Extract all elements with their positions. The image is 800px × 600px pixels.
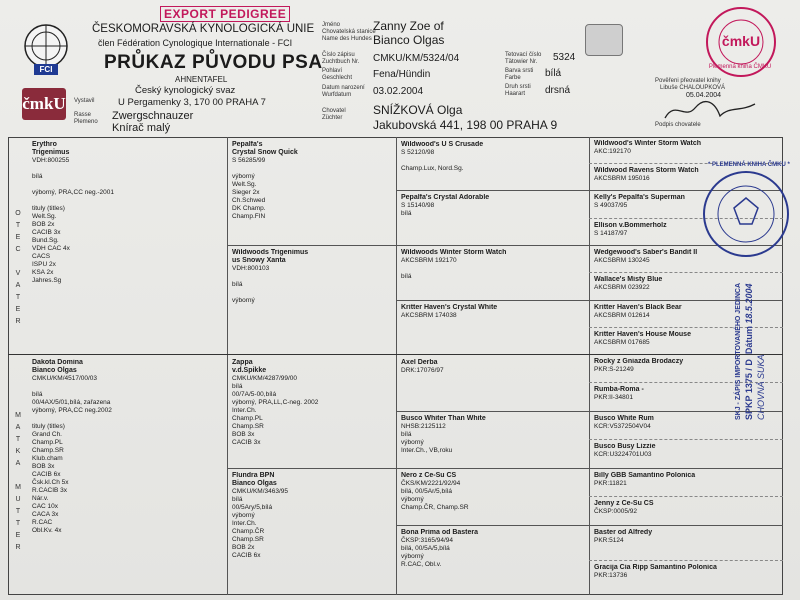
side-letter: R <box>15 318 21 325</box>
svg-text:čmkU: čmkU <box>721 33 761 49</box>
document-subtitle: AHNENTAFEL <box>175 75 228 84</box>
gen3-line: AKCSBRM 174038 <box>401 312 457 319</box>
dog-name-line2: Bianco Olgas <box>373 33 445 47</box>
gen4-cell <box>594 140 744 156</box>
gen4-reg: AKC:192170 <box>594 148 631 155</box>
import-stamp-date-label: Dátum <box>744 326 754 355</box>
label-vystavil: Vystavil <box>74 98 95 104</box>
gen2-line: bílá <box>232 281 243 288</box>
gen3-cell-1 <box>401 141 585 173</box>
gen4-name: Billy GBB Samantino Polonica <box>594 472 696 479</box>
label-poverena: Pověřeni přeovatel knihy <box>655 78 721 84</box>
gen2-line: výborný, PRA,LL,C-neg. 2002 <box>232 399 319 406</box>
dam-line: Champ.PL <box>32 439 63 446</box>
gen2-line: bílá <box>232 383 243 390</box>
gen4-name: Busco Busy Lizzie <box>594 443 656 450</box>
label-srst: Druh srsti Haarart <box>505 84 531 97</box>
dam-line: Čsk.kl.Ch 5x <box>32 479 69 486</box>
issuer-address: U Pergamenky 3, 170 00 PRAHA 7 <box>118 97 266 108</box>
dam-line: CAC 10x <box>32 503 59 510</box>
gen4-name: Kelly's Pepalfa's Superman <box>594 194 685 201</box>
sire-line: Welt.Sg. <box>32 213 57 220</box>
sire-line: CACS <box>32 253 51 260</box>
gen2-name: Pepalfa's <box>232 141 263 148</box>
gen3-cell-7 <box>401 472 585 512</box>
breeder-address: Jakubovská 441, 198 00 PRAHA 9 <box>373 118 558 132</box>
export-pedigree-stamp: EXPORT PEDIGREE <box>160 6 290 22</box>
gen2-line: Champ.FIN <box>232 213 266 220</box>
keeper-name: Libuše CHALOUPKOVÁ <box>660 85 726 91</box>
dam-line: CACIB 6x <box>32 471 61 478</box>
import-stamp-ref: SPKP 1375 / D <box>744 359 754 420</box>
gen2-line: Inter.Ch. <box>232 520 257 527</box>
round-stamp-right-text: * PLEMENNÁ KNIHA ČMKU * <box>708 162 790 168</box>
dam-line: Klub.cham <box>32 455 63 462</box>
dam-line: Champ.SR <box>32 447 64 454</box>
side-letter: T <box>15 222 21 229</box>
document-title: PRŮKAZ PŮVODU PSA <box>104 52 323 73</box>
gen3-cell-8 <box>401 529 585 569</box>
gen3-line: bílá, 00/5Ar/5,bílá <box>401 488 452 495</box>
gen3-cell-3 <box>401 249 585 281</box>
label-jmeno: Jméno Chovatelská stanice Name des Hundes <box>322 22 376 42</box>
gen3-line: S 52120/98 <box>401 149 435 156</box>
sire-dam-cell <box>232 249 392 305</box>
coat-color: bílá <box>545 68 562 79</box>
dam-line: Obl.Kv. 4x <box>32 527 62 534</box>
sire-line: VDH CAC 4x <box>32 245 70 252</box>
gen2-line: DK Champ. <box>232 205 266 212</box>
side-letter: R <box>15 544 21 551</box>
gen4-cell <box>594 358 744 374</box>
gen4-reg: PKR:II-34801 <box>594 394 634 401</box>
gen4-reg: KCR:U3224701U03 <box>594 451 652 458</box>
tattoo-number: 5324 <box>553 52 576 63</box>
dam-line <box>32 383 222 391</box>
side-letter: K <box>15 448 21 455</box>
dam-side-label <box>14 410 22 554</box>
gen2-line: Welt.Sg. <box>232 181 257 188</box>
gen3-line: Champ.Lux, Nord.Sg. <box>401 165 464 172</box>
gen4-name: Wildwood's Winter Storm Watch <box>594 140 702 147</box>
club-member-text: člen Fédération Cynologique Internationale - FCI <box>98 38 293 48</box>
dam-line: výborný, PRA,CC neg.2002 <box>32 407 112 414</box>
gen3-line: NHSB:2125112 <box>401 423 446 430</box>
round-stamp-top-text: Plemenná kniha ČMKU <box>708 64 772 70</box>
gen3-line: AKCSBRM 192170 <box>401 257 457 264</box>
gen2-name: us Snowy Xanta <box>232 257 286 264</box>
gen2-line: Champ.SR <box>232 423 264 430</box>
side-letter: A <box>15 282 21 289</box>
breed-cz: Knírač malý <box>112 122 171 134</box>
gen3-name: Axel Derba <box>401 359 438 366</box>
gen3-line: Champ.ČR, Champ.SR <box>401 504 469 511</box>
gen4-reg: PKR:5124 <box>594 537 624 544</box>
gen4-cell <box>594 304 744 320</box>
side-letter: U <box>15 496 21 503</box>
gen2-line: BOB 2x <box>232 544 255 551</box>
sire-line <box>32 197 222 205</box>
sire-line: BOB 2x <box>32 221 55 228</box>
sire-cell <box>32 141 222 285</box>
sire-name: Erythro <box>32 141 57 148</box>
gen3-cell-5 <box>401 359 585 375</box>
gen3-line: DRK:17076/97 <box>401 367 444 374</box>
gen2-line: Champ.ČR <box>232 528 265 535</box>
gen4-name: Rumba-Roma - <box>594 386 644 393</box>
side-letter: E <box>15 532 21 539</box>
gen4-reg: AKCSBRM 012614 <box>594 312 650 319</box>
gen2-line <box>232 273 392 281</box>
side-letter: T <box>15 508 21 515</box>
dam-line: tituly (titles) <box>32 423 65 430</box>
dam-line: Nár.v. <box>32 495 49 502</box>
gen3-name: Pepalfa's Crystal Adorable <box>401 194 490 201</box>
gen2-line: BOB 3x <box>232 431 255 438</box>
gen4-cell <box>594 500 744 516</box>
gen4-cell <box>594 529 744 545</box>
gen4-reg: AKCSBRM 130245 <box>594 257 650 264</box>
gen4-reg: AKCSBRM 023922 <box>594 284 650 291</box>
gen2-line: Champ.PL <box>232 415 263 422</box>
label-zapis: Číslo zápisu Zuchtbuch Nr. <box>322 52 360 65</box>
gen4-reg: PKR:S-21249 <box>594 366 634 373</box>
dam-line: 00/4AX/5/01,bílá, zařazena <box>32 399 111 406</box>
sex: Fena/Hündin <box>373 69 431 80</box>
gen3-name: Wildwood's U S Crusade <box>401 141 484 148</box>
gen2-line: výborný <box>232 173 255 180</box>
gen4-cell <box>594 564 744 580</box>
gen3-line: bílá <box>401 431 412 438</box>
gen2-line: výborný <box>232 297 255 304</box>
gen4-name: Kritter Haven's House Mouse <box>594 331 691 338</box>
issuer-name: Český kynologický svaz <box>135 85 236 96</box>
sire-side-label <box>14 208 22 328</box>
dam-line: R.CACIB 3x <box>32 487 68 494</box>
side-letter: M <box>15 412 21 419</box>
gen4-name: Wedgewood's Saber's Bandit II <box>594 249 698 256</box>
gen4-cell <box>594 415 744 431</box>
sire-line: ISPU 2x <box>32 261 56 268</box>
dam-dam-cell <box>232 472 392 560</box>
fci-logo-text: FCI <box>39 65 53 74</box>
sire-line: bílá <box>32 173 43 180</box>
gen4-cell <box>594 386 744 402</box>
gen2-name: Crystal Snow Quick <box>232 149 298 156</box>
label-barva: Barva srsti Farbe <box>505 68 534 81</box>
gen4-cell <box>594 331 744 347</box>
gen2-line: 00/5Ary/5,bílá <box>232 504 273 511</box>
cmku-logo-text: čmkU <box>22 94 66 113</box>
gen3-line: R.CAC, Obl.v. <box>401 561 442 568</box>
gen4-name: Wildwood Ravens Storm Watch <box>594 167 699 174</box>
gen3-line: výborný <box>401 553 424 560</box>
gen4-name: Gracija Cia Ripp Samantino Polonica <box>594 564 717 571</box>
sire-name: Trigenimus <box>32 149 70 156</box>
gen2-line: Sieger 2x <box>232 189 260 196</box>
signature <box>660 98 760 124</box>
gen2-line: Ch.Schwed <box>232 197 266 204</box>
dam-name: Dakota Domina <box>32 359 83 366</box>
gen4-name: Kritter Haven's Black Bear <box>594 304 682 311</box>
gen3-line <box>401 157 585 165</box>
side-letter: E <box>15 306 21 313</box>
sire-line <box>32 165 222 173</box>
issue-date: 05.04.2004 <box>686 92 722 99</box>
sire-line: Jahres.Sg <box>32 277 62 284</box>
coat-type: drsná <box>545 85 571 96</box>
gen3-name: Busco Whiter Than White <box>401 415 486 422</box>
cmku-logo <box>22 88 66 120</box>
sire-line: tituly (titles) <box>32 205 65 212</box>
gen3-cell-2 <box>401 194 585 218</box>
birth-date: 03.02.2004 <box>373 86 424 97</box>
gen2-line: 00/7A/5-00,bílá <box>232 391 277 398</box>
label-chovatel: Chovatel Züchter <box>322 108 346 121</box>
side-letter <box>14 256 22 268</box>
gen2-name: v.d.Spikke <box>232 367 267 374</box>
dam-line: R.CAC <box>32 519 53 526</box>
gen3-line: výborný <box>401 439 424 446</box>
breed-de: Zwergschnauzer <box>112 110 194 122</box>
gen4-name: Busco White Rum <box>594 415 654 422</box>
gen4-reg: KCR:V5372504V04 <box>594 423 651 430</box>
gen3-name: Nero z Če-Su CS <box>401 472 457 479</box>
label-narozen: Datum narození Wurfdatum <box>322 85 365 98</box>
side-letter: O <box>15 210 21 217</box>
dam-line: BOB 3x <box>32 463 55 470</box>
side-letter: C <box>15 246 21 253</box>
registration-number: CMKU/KM/5324/04 <box>373 53 460 64</box>
fci-logo <box>22 22 70 80</box>
sire-line: CACIB 3x <box>32 229 61 236</box>
gen2-line: CACIB 6x <box>232 552 261 559</box>
gen3-name: Kritter Haven's Crystal White <box>401 304 498 311</box>
gen3-cell-4 <box>401 304 585 320</box>
side-letter: V <box>15 270 21 277</box>
dam-line: bílá <box>32 391 43 398</box>
side-letter: M <box>15 484 21 491</box>
side-letter: A <box>15 460 21 467</box>
gen2-name: Wildwoods Trigenimus <box>232 249 309 256</box>
gen3-line: ČKS/KM/2221/92/94 <box>401 480 461 487</box>
dam-line <box>32 415 222 423</box>
gen4-cell <box>594 472 744 488</box>
gen3-line <box>401 265 585 273</box>
sire-line: výborný, PRA,CC neg.-2001 <box>32 189 115 196</box>
gen2-name: Bianco Olgas <box>232 480 277 487</box>
gen3-line: výborný <box>401 496 424 503</box>
gen2-line: CACIB 3x <box>232 439 261 446</box>
dam-sire-cell <box>232 359 392 447</box>
gen3-name: Wildwoods Winter Storm Watch <box>401 249 507 256</box>
gen2-line: bílá <box>232 496 243 503</box>
side-letter: A <box>15 424 21 431</box>
club-name: ČESKOMORAVSKÁ KYNOLOGICKÁ UNIE <box>92 23 315 35</box>
breeder-name: SNÍŽKOVÁ Olga <box>373 103 463 117</box>
gen4-reg: ČKSP:0005/92 <box>594 508 638 515</box>
gen4-name: Wallace's Misty Blue <box>594 276 663 283</box>
dam-cell <box>32 359 222 535</box>
gen4-name: Jenny z Če-Su CS <box>594 500 654 507</box>
sire-line: VDH:800255 <box>32 157 70 164</box>
label-podpis: Podpis chovatele <box>655 122 701 128</box>
gen4-reg: PKR:11821 <box>594 480 627 487</box>
gen2-line: CMKU/KM/3463/95 <box>232 488 288 495</box>
gen4-name: Rocky z Gniazda Brodaczy <box>594 358 684 365</box>
dam-line: CACA 3x <box>32 511 59 518</box>
import-stamp-label: SKJ - ZÁPIS IMPORTOVANÉHO JEDINCA <box>735 282 742 420</box>
fci-watermark-icon <box>585 24 623 56</box>
gen3-line: ČKSP:3165/94/94 <box>401 537 454 544</box>
gen2-line: VDH:800103 <box>232 265 270 272</box>
gen2-line: CMKU/KM/4287/99/00 <box>232 375 298 382</box>
gen3-line: bílá <box>401 210 412 217</box>
gen2-line <box>232 289 392 297</box>
dam-line: Grand Ch. <box>32 431 62 438</box>
sire-line <box>32 181 222 189</box>
gen3-cell-6 <box>401 415 585 455</box>
gen4-reg: S 49037/95 <box>594 202 628 209</box>
gen2-name: Flundra BPN <box>232 472 275 479</box>
gen2-line: S 56285/99 <box>232 157 266 164</box>
dam-line: CMKU/KM/4517/00/03 <box>32 375 98 382</box>
sire-line: Bund.Sg. <box>32 237 59 244</box>
gen2-line: výborný <box>232 512 255 519</box>
gen4-reg: PKR:13736 <box>594 572 628 579</box>
gen3-line: bílá, 00/5A/5,bílá <box>401 545 450 552</box>
label-plemeno: Rasse Plemeno <box>74 112 98 125</box>
import-registration-stamp <box>735 220 795 420</box>
gen4-name: Ellison v.Bommerholz <box>594 222 667 229</box>
gen3-line: bílá <box>401 273 412 280</box>
label-tetovani: Tetovací číslo Tätowier Nr. <box>505 52 542 65</box>
side-letter: T <box>15 294 21 301</box>
side-letter: T <box>15 436 21 443</box>
gen2-line: Inter.Ch. <box>232 407 257 414</box>
side-letter: E <box>15 234 21 241</box>
dog-name-line1: Zanny Zoe of <box>373 19 444 33</box>
gen4-reg: AKCSBRM 017685 <box>594 339 650 346</box>
import-stamp-sign: CHOVNÁ SUKA <box>756 354 766 420</box>
gen3-line: S 15140/98 <box>401 202 435 209</box>
import-stamp-date: 18.5.2004 <box>744 283 754 324</box>
gen3-line: Inter.Ch., VB,roku <box>401 447 453 454</box>
side-letter: T <box>15 520 21 527</box>
side-letter <box>14 470 22 482</box>
gen4-reg: AKCSBRM 195016 <box>594 175 650 182</box>
gen2-line: Champ.SR <box>232 536 264 543</box>
gen4-cell <box>594 276 744 292</box>
gen2-name: Zappa <box>232 359 253 366</box>
gen4-cell <box>594 443 744 459</box>
gen3-name: Bona Prima od Bastera <box>401 529 479 536</box>
sire-line: KSA 2x <box>32 269 54 276</box>
dam-name: Bianco Olgas <box>32 367 77 374</box>
label-pohlavi: Pohlaví Geschlecht <box>322 68 353 81</box>
gen4-reg: S 14187/97 <box>594 230 628 237</box>
gen2-line <box>232 165 392 173</box>
gen4-name: Baster od Alfredy <box>594 529 653 536</box>
sire-sire-cell <box>232 141 392 221</box>
